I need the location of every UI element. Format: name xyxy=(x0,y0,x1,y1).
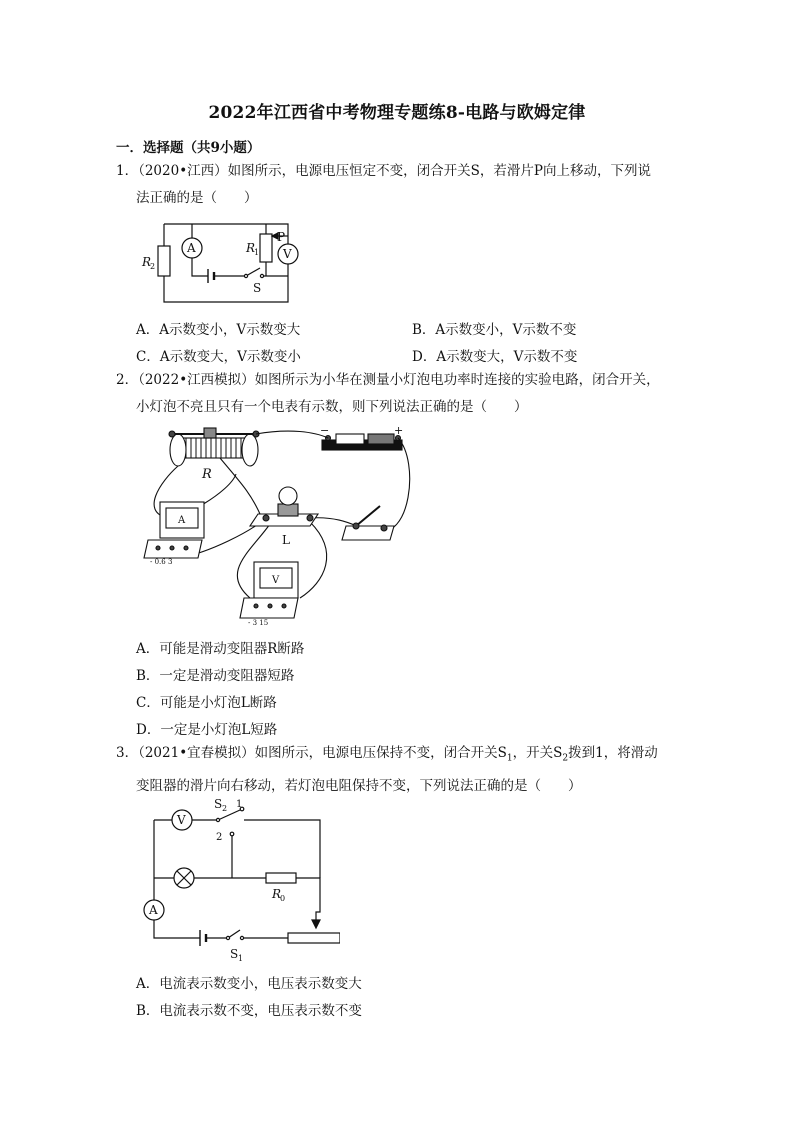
svg-text:2: 2 xyxy=(150,262,156,271)
lightbulb-l xyxy=(250,487,318,526)
rheostat xyxy=(288,933,340,943)
question-3-line-2: 变阻器的滑片向右移动，若灯泡电阻保持不变，下列说法正确的是（ ） xyxy=(136,777,582,794)
question-3-text xyxy=(116,740,658,800)
ammeter-terminal-labels: - 0.6 3 xyxy=(150,558,173,566)
slider-p-label: P xyxy=(277,230,286,244)
switch-s2-label: S xyxy=(214,798,223,811)
q1-option-c[interactable]: C．A示数变大，V示数变小 xyxy=(136,349,301,365)
resistor-r1 xyxy=(260,234,272,262)
q1-option-a[interactable]: A．A示数变小，V示数变大 xyxy=(136,322,301,338)
question-2-line-2: 小灯泡不亮且只有一个电表有示数，则下列说法正确的是（ ） xyxy=(136,399,528,415)
voltmeter-label: V xyxy=(177,813,186,827)
question-2-text xyxy=(116,367,660,421)
voltmeter-device xyxy=(240,562,298,618)
q3-option-a[interactable]: A．电流表示数变小，电压表示数变大 xyxy=(136,976,362,992)
slider-arrow xyxy=(312,920,320,928)
voltmeter-label: V xyxy=(283,247,292,261)
q3-option-b[interactable]: B．电流表示数不变，电压表示数不变 xyxy=(136,1003,362,1019)
voltmeter-terminal-labels: - 3 15 xyxy=(248,619,269,627)
svg-text:1: 1 xyxy=(254,248,260,257)
r1-label: R xyxy=(246,241,256,255)
switch-s-blade xyxy=(246,268,260,276)
q2-option-a[interactable]: A．可能是滑动变阻器R断路 xyxy=(136,641,305,657)
q1-option-d[interactable]: D．A示数变大，V示数不变 xyxy=(412,349,578,365)
question-2-line-1: 2．（2022•江西模拟）如图所示为小华在测量小灯泡电功率时连接的实验电路，闭合开关， xyxy=(116,372,660,388)
battery-plus-label: + xyxy=(394,424,404,437)
section-heading: 一．选择题（共9小题） xyxy=(116,140,261,156)
resistor-r2 xyxy=(158,246,170,276)
resistor-r0 xyxy=(266,873,296,883)
circuit-diagram-1 xyxy=(136,214,326,306)
ammeter-label: A xyxy=(187,241,196,255)
battery-minus-label: − xyxy=(320,424,330,437)
rheostat-r xyxy=(169,428,259,466)
contact-2-label: 2 xyxy=(216,832,223,843)
q2-option-b[interactable]: B．一定是滑动变阻器短路 xyxy=(136,668,295,684)
switch-s2-contact-2 xyxy=(230,832,234,836)
question-3-line-1: 3．（2021•宜春模拟）如图所示，电源电压保持不变，闭合开关$S_1$，开关$S_2$拨到1，将滑动 xyxy=(116,745,658,764)
contact-1-label: 1 xyxy=(236,799,243,810)
battery-pack xyxy=(322,434,402,450)
r2-label: R xyxy=(142,255,152,269)
rheostat-label: R xyxy=(202,467,212,482)
svg-text:2: 2 xyxy=(222,804,228,813)
q1-option-b[interactable]: B．A示数变小，V示数不变 xyxy=(412,322,577,338)
switch-s-label: S xyxy=(253,281,262,295)
question-1-line-1: 1．（2020•江西）如图所示，电源电压恒定不变，闭合开关S，若滑片P向上移动，下列说 xyxy=(116,163,651,179)
switch-s1-label: S xyxy=(230,947,239,961)
bulb-label: L xyxy=(282,533,290,547)
circuit-diagram-2 xyxy=(140,422,430,630)
q2-option-c[interactable]: C．可能是小灯泡L断路 xyxy=(136,695,277,711)
voltmeter-face-label: V xyxy=(272,575,280,586)
q2-option-d[interactable]: D．一定是小灯泡L短路 xyxy=(136,722,278,738)
question-1-line-2: 法正确的是（ ） xyxy=(136,190,258,206)
svg-text:1: 1 xyxy=(238,954,244,963)
svg-text:0: 0 xyxy=(280,894,286,903)
ammeter-label: A xyxy=(149,903,158,917)
question-1-text xyxy=(116,158,651,212)
r0-label: R xyxy=(272,887,282,901)
ammeter-device xyxy=(144,502,204,558)
page-title: 2022年江西省中考物理专题练8-电路与欧姆定律 xyxy=(208,103,586,123)
ammeter-face-label: A xyxy=(178,515,186,526)
circuit-diagram-3 xyxy=(140,798,340,964)
